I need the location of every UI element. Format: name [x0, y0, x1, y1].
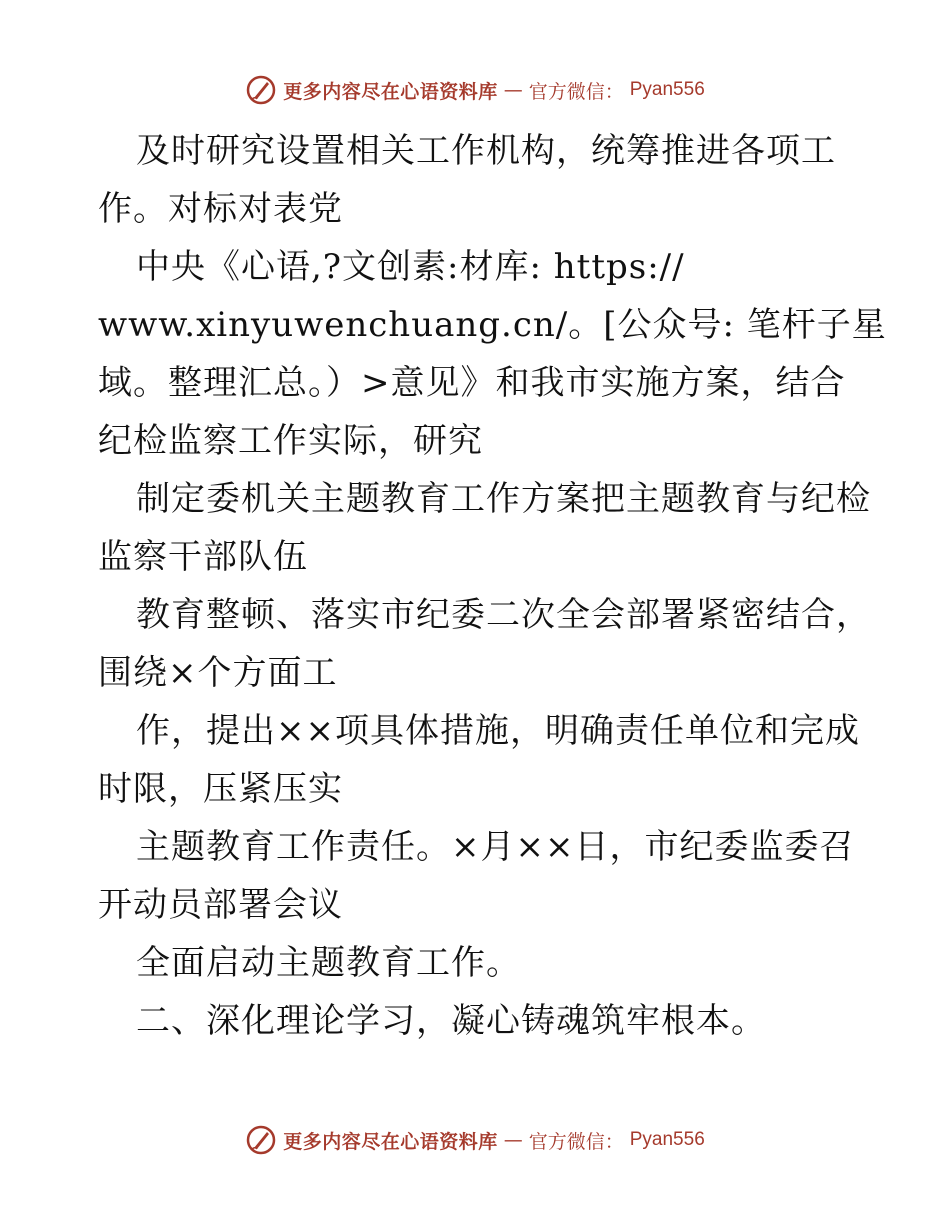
quill-logo-icon: [245, 1124, 277, 1156]
text-line: 制定委机关主题教育工作方案把主题教育与纪检: [136, 479, 871, 519]
text-line: 作，提出××项具体措施，明确责任单位和完成: [136, 711, 860, 751]
text-line: 围绕×个方面工: [98, 653, 338, 693]
banner-separator: —: [503, 79, 523, 101]
text-line: 作。对标对表党: [98, 189, 343, 229]
text-line: 中央《心语,?文创素:材库: https://: [136, 247, 685, 287]
quill-logo-icon: [245, 74, 277, 106]
text-line: 主题教育工作责任。×月××日，市纪委监委召: [136, 827, 855, 867]
text-line: 纪检监察工作实际，研究: [98, 421, 483, 461]
header-banner: [0, 70, 950, 110]
banner-separator: —: [503, 1129, 523, 1151]
banner-wechat-label: 官方微信：: [528, 1130, 624, 1153]
banner-wechat-label: 官方微信：: [528, 80, 624, 103]
banner-wechat-id: Pyan556: [629, 1129, 705, 1150]
banner-main-text: 更多内容尽在心语资料库: [283, 1130, 498, 1153]
text-line: www.xinyuwenchuang.cn/。[公众号: 笔杆子星: [98, 305, 887, 345]
text-line: 及时研究设置相关工作机构，统筹推进各项工: [136, 131, 836, 171]
text-line: 监察干部队伍: [98, 537, 308, 577]
text-line: 开动员部署会议: [98, 885, 343, 925]
section-heading: 二、深化理论学习，凝心铸魂筑牢根本。: [136, 1001, 766, 1041]
banner-wechat-id: Pyan556: [629, 79, 705, 100]
text-line: 教育整顿、落实市纪委二次全会部署紧密结合，: [136, 595, 871, 635]
banner-main-text: 更多内容尽在心语资料库: [283, 80, 498, 103]
text-line: 全面启动主题教育工作。: [136, 943, 521, 983]
footer-banner: [0, 1120, 950, 1160]
text-line: 时限，压紧压实: [98, 769, 343, 809]
document-body: [98, 122, 887, 1050]
text-line: 域。整理汇总。）>意见》和我市实施方案，结合: [98, 363, 846, 403]
